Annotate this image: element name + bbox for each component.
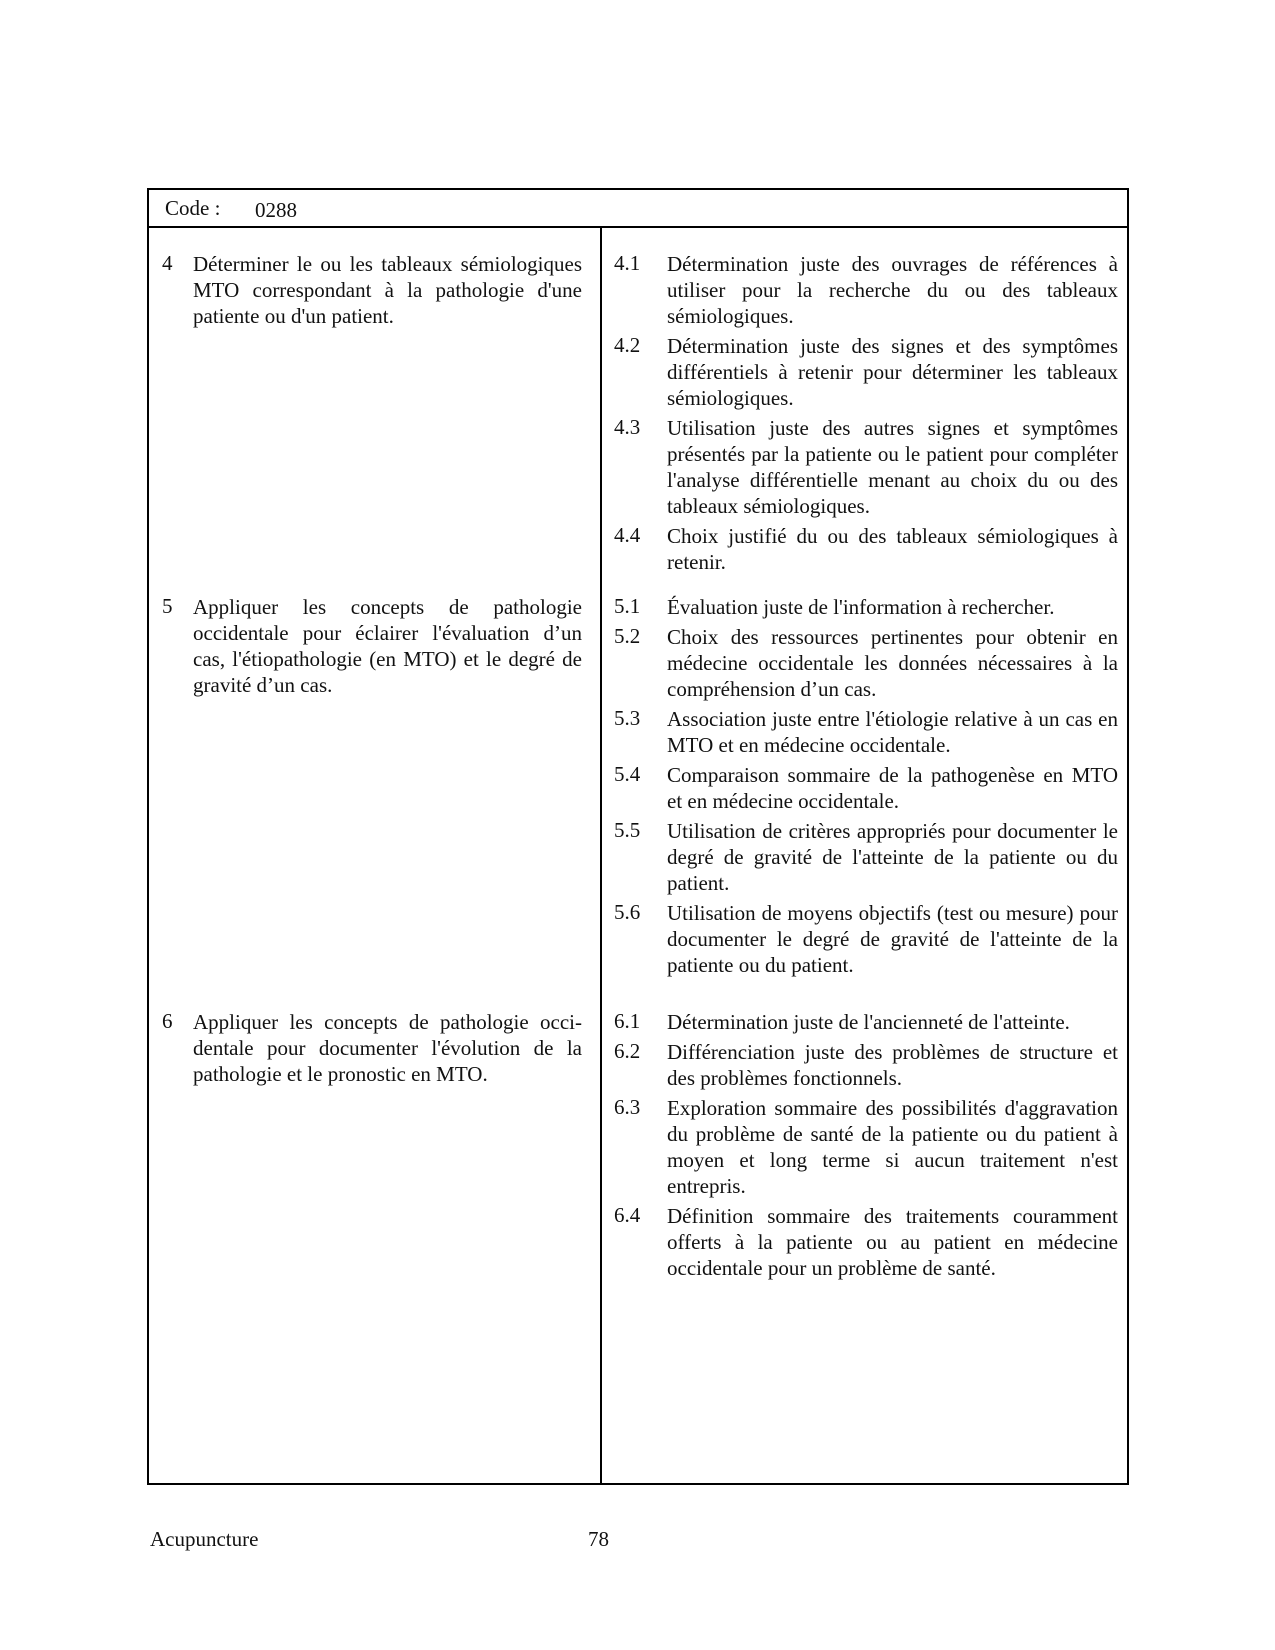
criterion <box>614 900 1118 978</box>
criterion-text: Exploration sommaire des possibilités d'aggravation du problème de santé de la patiente ou du patient à moyen et long terme si aucun traitement n'est entrepris. <box>667 1096 1118 1198</box>
competency-number: 4 <box>162 251 173 275</box>
criterion-number: 5.6 <box>614 900 641 924</box>
criterion-number: 4.3 <box>614 415 641 439</box>
criterion <box>614 1203 1118 1281</box>
footer-program: Acupuncture <box>150 1527 259 1551</box>
criterion-text: Utilisation de critères appropriés pour documenter le degré de gravité de l'atteinte de la patiente ou du patient. <box>667 819 1118 895</box>
competency-table <box>147 188 1129 1485</box>
criterion <box>614 523 1118 575</box>
criteria-group-5 <box>614 594 1118 982</box>
criterion-text: Choix justifié du ou des tableaux sémiologiques à retenir. <box>667 524 1118 574</box>
footer-page-number: 78 <box>588 1527 609 1551</box>
code-row <box>149 190 1127 228</box>
criterion-text: Différenciation juste des problèmes de structure et des problèmes fonctionnels. <box>667 1040 1118 1090</box>
criterion-text: Détermination juste des ouvrages de références à utiliser pour la recherche du ou des tableaux sémiologiques. <box>667 252 1118 328</box>
criteria-column <box>602 228 1127 1483</box>
competency-text: Appliquer les concepts de pathologie occidentale pour éclairer l'évaluation d’un cas, l'étiopathologie (en MTO) et le degré de gravité d’un cas. <box>193 595 582 697</box>
criterion-text: Utilisation juste des autres signes et symptômes présentés par la patiente ou le patient pour compléter l'analyse différentielle menant au choix du ou des tableaux sémiologiques. <box>667 416 1118 518</box>
competency-column <box>149 228 600 1483</box>
criterion-number: 5.4 <box>614 762 641 786</box>
criterion-number: 6.2 <box>614 1039 641 1063</box>
criterion <box>614 251 1118 329</box>
competency-text: Déterminer le ou les tableaux sémiologiques MTO correspondant à la pathologie d'une patiente ou d'un patient. <box>193 252 582 328</box>
criterion <box>614 333 1118 411</box>
criterion <box>614 624 1118 702</box>
criterion <box>614 1039 1118 1091</box>
criterion <box>614 1009 1118 1035</box>
criterion <box>614 762 1118 814</box>
criterion-number: 5.3 <box>614 706 641 730</box>
criteria-group-4 <box>614 251 1118 579</box>
competency-number: 6 <box>162 1009 173 1033</box>
competency-text: Appliquer les concepts de pathologie occidentale pour documenter l'évolution de la pathologie et le pronostic en MTO. <box>193 1010 582 1086</box>
criterion-text: Évaluation juste de l'information à rechercher. <box>667 595 1055 619</box>
criterion-number: 4.2 <box>614 333 641 357</box>
criterion <box>614 594 1118 620</box>
criteria-group-6 <box>614 1009 1118 1285</box>
criterion-number: 6.3 <box>614 1095 641 1119</box>
competency-5 <box>162 594 582 698</box>
code-value: 0288 <box>255 198 297 222</box>
criterion <box>614 706 1118 758</box>
competency-number: 5 <box>162 594 173 618</box>
criterion-number: 6.1 <box>614 1009 641 1033</box>
criterion-text: Comparaison sommaire de la pathogenèse en MTO et en médecine occidentale. <box>667 763 1118 813</box>
criterion-number: 6.4 <box>614 1203 641 1227</box>
criterion <box>614 1095 1118 1199</box>
criterion-text: Utilisation de moyens objectifs (test ou mesure) pour documenter le degré de gravité de l'atteinte de la patiente ou du patient. <box>667 901 1118 977</box>
criterion-text: Détermination juste des signes et des symptômes différentiels à retenir pour déterminer les tableaux sémiologiques. <box>667 334 1118 410</box>
criterion-number: 5.2 <box>614 624 641 648</box>
criterion-number: 4.4 <box>614 523 641 547</box>
criterion-text: Association juste entre l'étiologie relative à un cas en MTO et en médecine occidentale. <box>667 707 1118 757</box>
criterion-number: 5.5 <box>614 818 641 842</box>
competency-4 <box>162 251 582 329</box>
criterion-text: Détermination juste de l'ancienneté de l'atteinte. <box>667 1010 1070 1034</box>
criterion-text: Définition sommaire des traitements couramment offerts à la patiente ou au patient en médecine occidentale pour un problème de santé. <box>667 1204 1118 1280</box>
code-label: Code : <box>165 196 221 220</box>
criterion <box>614 818 1118 896</box>
criterion-number: 4.1 <box>614 251 641 275</box>
criterion <box>614 415 1118 519</box>
criterion-number: 5.1 <box>614 594 641 618</box>
criterion-text: Choix des ressources pertinentes pour obtenir en médecine occidentale les données nécessaires à la compréhension d’un cas. <box>667 625 1118 701</box>
competency-6 <box>162 1009 582 1087</box>
